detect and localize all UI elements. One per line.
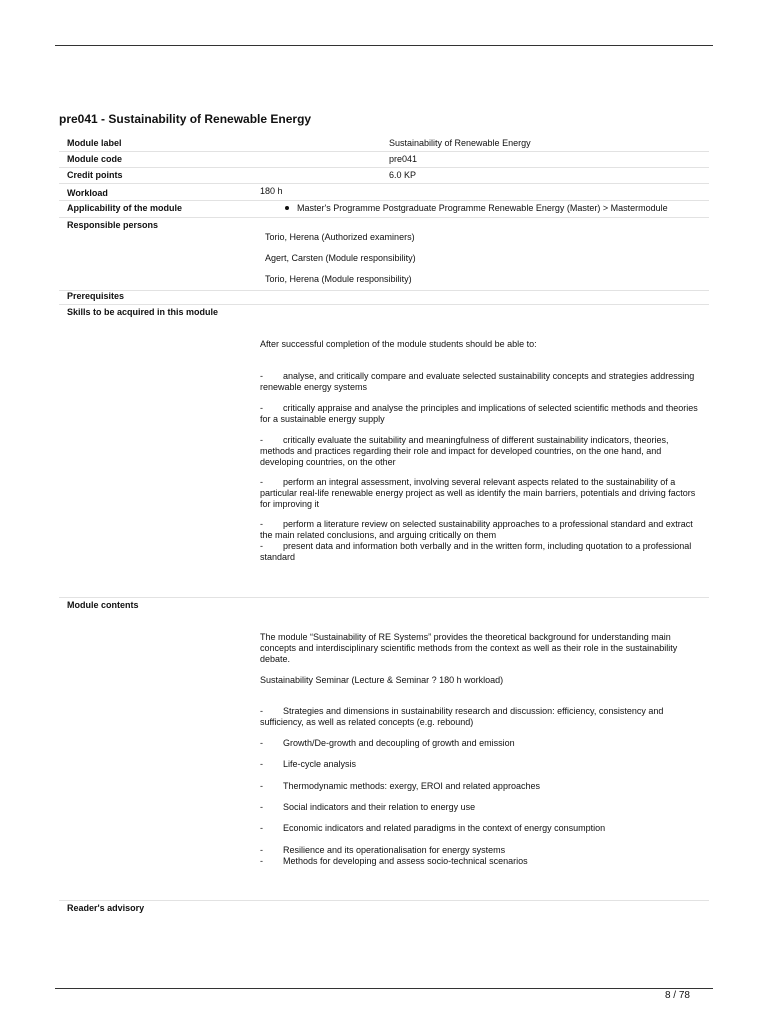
applicability-list-item: Master's Programme Postgraduate Programme Renewable Energy (Master) > Mastermodule	[260, 203, 668, 214]
row-module-code	[59, 154, 709, 168]
page-number: 8 / 78	[664, 990, 690, 1001]
skills-intro: After successful completion of the module students should be able to:	[260, 339, 537, 349]
contents-item: - Resilience and its operationalisation for energy systems	[260, 845, 506, 855]
contents-item: - Growth/De-growth and decoupling of growth and emission	[260, 738, 515, 748]
skills-item: - critically evaluate the suitability and meaningfulness of different sustainability indicators, theories, methods and practices regarding their role and impact for developed countries, on the one hand, and developing countries, on the other	[260, 435, 669, 467]
row-applicability	[59, 203, 709, 218]
row-responsible-persons	[59, 220, 709, 291]
row-label: Applicability of the module	[67, 203, 183, 213]
contents-item: - Strategies and dimensions in sustainability research and discussion: efficiency, consistency and sufficiency, as well as related concepts (e.g. rebound)	[260, 706, 664, 727]
row-label: Module code	[67, 154, 123, 164]
row-label: Module contents	[67, 600, 139, 610]
contents-seminar: Sustainability Seminar (Lecture & Seminar ? 180 h workload)	[260, 675, 504, 685]
row-module-label	[59, 138, 709, 152]
top-rule	[55, 45, 713, 46]
contents-intro: The module “Sustainability of RE Systems” provides the theoretical background for understanding main concepts and interdisciplinary scientific methods from the context as well as their role in the sustainability debate.	[260, 632, 678, 664]
skills-item: - perform a literature review on selected sustainability approaches to a professional standard and extract the main related conclusions, and arguing critically on them	[260, 519, 693, 540]
row-label: Reader's advisory	[67, 903, 145, 913]
contents-item: - Economic indicators and related paradigms in the context of energy consumption	[260, 823, 606, 833]
row-credit-points	[59, 170, 709, 184]
bullet-icon	[285, 206, 289, 210]
row-label: Credit points	[67, 170, 123, 180]
row-label: Workload	[67, 188, 108, 198]
contents-item: - Methods for developing and assess socio-technical scenarios	[260, 856, 528, 866]
person-entry: Torio, Herena (Authorized examiners)	[265, 232, 415, 242]
row-value: pre041	[389, 154, 418, 164]
row-skills	[59, 307, 709, 598]
row-value: 180 h	[260, 186, 283, 196]
contents-item: - Thermodynamic methods: exergy, EROI and related approaches	[260, 781, 540, 791]
row-value: Sustainability of Renewable Energy	[389, 138, 531, 148]
skills-item: - present data and information both verbally and in the written form, including quotation to a professional standard	[260, 541, 692, 562]
bottom-rule	[55, 988, 713, 989]
skills-item: - perform an integral assessment, involving several relevant aspects related to the sustainability of a particular real-life renewable energy project as well as identify the main barriers, potentials and driving factors for improving it	[260, 477, 696, 509]
row-label: Skills to be acquired in this module	[67, 307, 219, 317]
person-entry: Agert, Carsten (Module responsibility)	[265, 253, 416, 263]
person-entry: Torio, Herena (Module responsibility)	[265, 274, 412, 284]
row-prerequisites	[59, 290, 709, 305]
row-label: Responsible persons	[67, 220, 159, 230]
skills-item: - critically appraise and analyse the principles and implications of selected scientific methods and theories for a sustainable energy supply	[260, 403, 698, 424]
page-title: pre041 - Sustainability of Renewable Energy	[59, 112, 312, 126]
row-label: Module label	[67, 138, 122, 148]
row-readers-advisory	[59, 903, 709, 917]
row-workload	[59, 186, 709, 201]
row-value: 6.0 KP	[389, 170, 417, 180]
skills-item: - analyse, and critically compare and evaluate selected sustainability concepts and strategies addressing renewable energy systems	[260, 371, 695, 392]
contents-item: - Social indicators and their relation to energy use	[260, 802, 476, 812]
contents-item: - Life-cycle analysis	[260, 759, 357, 769]
row-module-contents	[59, 600, 709, 901]
row-label: Prerequisites	[67, 291, 125, 301]
